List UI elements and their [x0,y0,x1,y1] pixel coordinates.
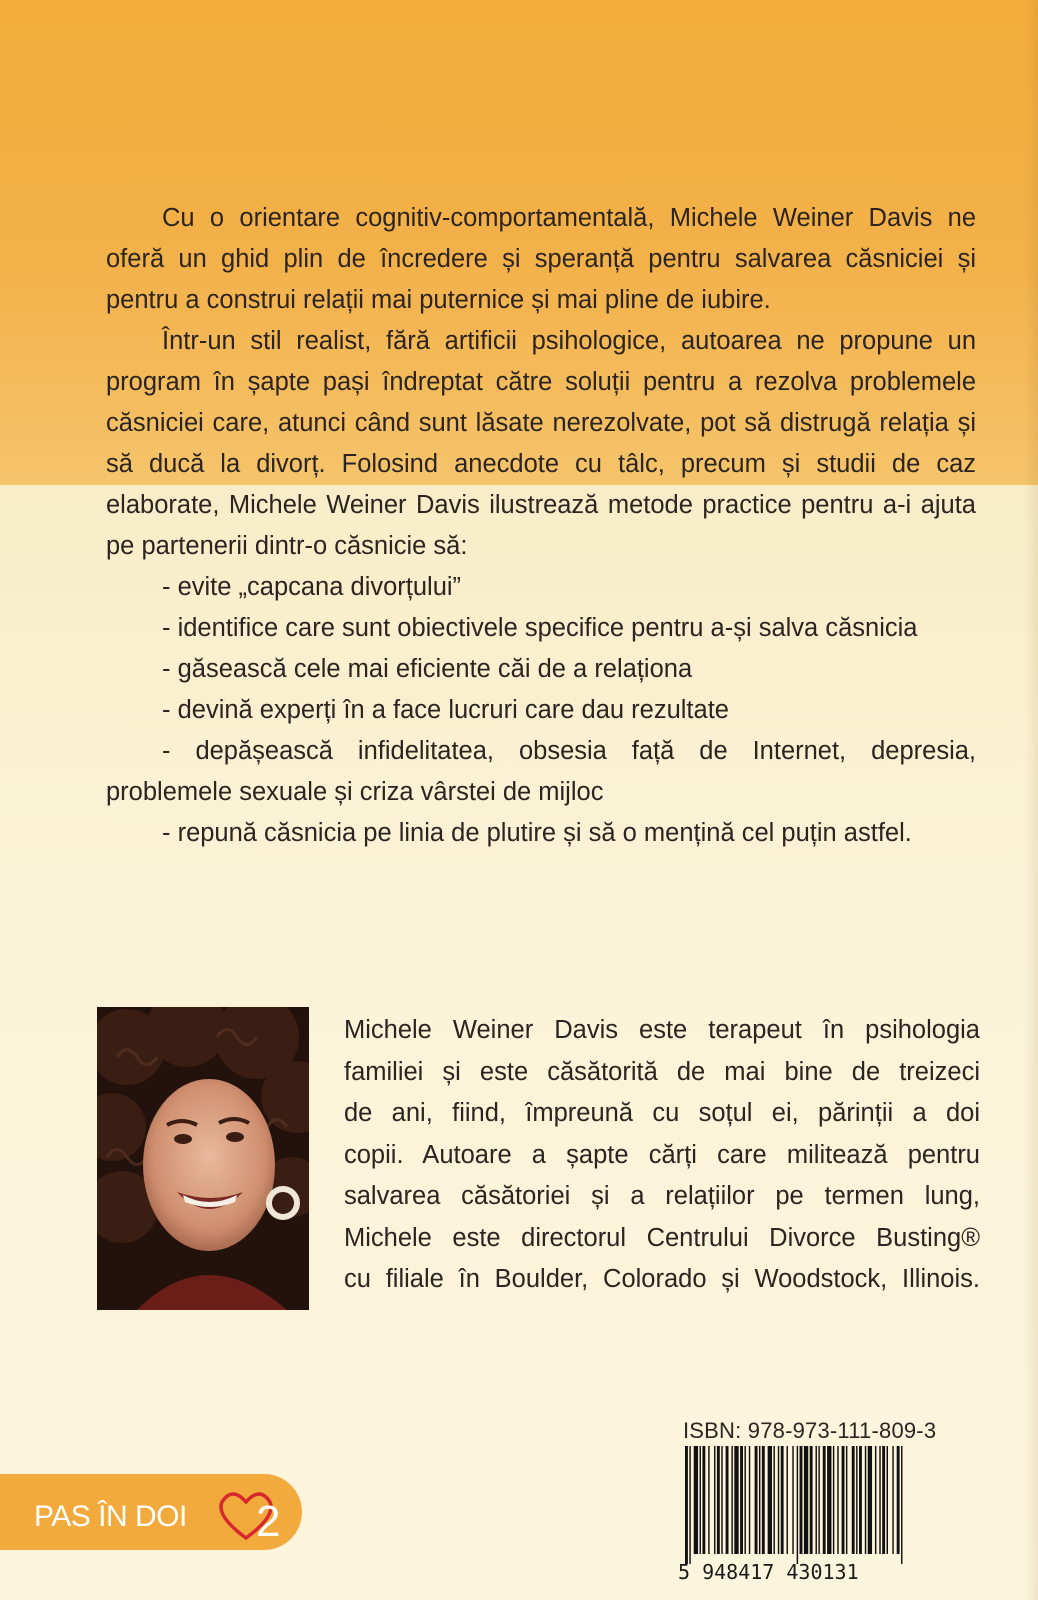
barcode-bar [717,1446,720,1554]
author-photo-illustration [97,1007,309,1310]
list-item: - identifice care sunt obiectivele specifice pentru a-și salva căsnicia [162,614,918,642]
list-item: - depășească infidelitatea, obsesia față de Internet, depresia, problemele sexuale și criza vârstei de mijloc [106,737,976,806]
barcode-bar [882,1446,885,1554]
barcode-bar [792,1446,793,1554]
barcode-bar [856,1446,857,1554]
barcode-bar [700,1446,701,1554]
barcode-bar [731,1446,732,1554]
barcode-bar [804,1446,808,1554]
barcode-bar [875,1446,876,1554]
barcode-bar [749,1446,750,1554]
list-item: - evite „capcana divorțului” [162,573,462,601]
barcode-bar [781,1446,784,1554]
barcode-bar [797,1446,798,1564]
blurb-paragraph-2: Într-un stil realist, fără artificii psihologice, autoarea ne propune un program în șapte pași îndreptat către soluții pentru a rezolva problemele căsniciei care, atunci când sunt lăsate nerezolvate, pot să distrugă relația și să ducă la divorț. Folosind anecdote cu tâlc, precum și studii de caz elaborate, Michele Weiner Davis ilustrează metode practice pentru a-i ajuta pe partenerii dintr-o căsnicie să: [106,327,976,560]
barcode-bar [740,1446,743,1554]
barcode-bar [846,1446,847,1554]
bio-line: copii. Autoare a șapte cărți care militează pentru [344,1140,980,1169]
barcode-bar [887,1446,888,1554]
barcode-bar [708,1446,709,1554]
list-item: - devină experți în a face lucruri care dau rezultate [162,696,729,724]
publisher-logo-text: PAS ÎN DOI [34,1500,187,1533]
barcode-bar [755,1446,758,1554]
isbn-label: ISBN: 978-973-111-809-3 [683,1418,937,1443]
bio-line: de ani, fiind, împreună cu soțul ei, părinții a doi [344,1099,980,1127]
barcode-bar [762,1446,765,1554]
barcode-bar [868,1446,872,1554]
barcode-bar [842,1446,845,1554]
barcode-digits: 5 948417 430131 [678,1560,859,1584]
list-item: - găsească cele mai eficiente căi de a relaționa [162,655,693,683]
barcode-bar [837,1446,838,1554]
barcode-bar [810,1446,813,1554]
barcode-bar [827,1446,831,1554]
barcode-bar [721,1446,722,1554]
barcode-bar [778,1446,779,1554]
list-item: - repună căsnicia pe linia de plutire și să o mențină cel puțin astfel. [162,819,912,847]
bio-line: salvarea căsătoriei și a relațiilor pe termen lung, [344,1182,980,1210]
bio-line: cu filiale în Boulder, Colorado și Woodstock, Illinois. [344,1265,980,1293]
barcode-bar [744,1446,745,1554]
barcode-bar [694,1446,698,1554]
barcode-bar [865,1446,866,1554]
barcode-bar [726,1446,729,1554]
barcode-bar [689,1446,690,1564]
barcode-bar [759,1446,760,1554]
author-bio [344,1010,980,1301]
barcode-bar [800,1446,803,1554]
bio-line: Michele Weiner Davis este terapeut în psihologia [344,1016,980,1044]
barcode-bar [685,1446,688,1564]
barcode-bar [901,1446,902,1564]
barcode-bar [879,1446,880,1554]
author-photo [97,1007,309,1310]
barcode-bar [833,1446,834,1554]
bio-line: Michele este directorul Centrului Divorce Busting® [344,1223,980,1252]
barcode-bar [734,1446,738,1554]
bio-line: familiei și este căsătorită de mai bine de treizeci [344,1057,980,1086]
barcode-bar [892,1446,893,1554]
barcode-bar [768,1446,772,1554]
barcode-bar [852,1446,855,1554]
blurb-paragraph-1: Cu o orientare cognitiv-comportamentală, Michele Weiner Davis ne oferă un ghid plin de încredere și speranță pentru salvarea căsniciei și pentru a construi relații mai puternice și mai pline de iubire. [106,204,976,314]
barcode-bar [897,1446,900,1554]
barcode [683,1446,971,1564]
publisher-heart-icon [214,1484,294,1544]
barcode-bar [816,1446,817,1554]
barcode-bar [714,1446,715,1554]
barcode-bar [818,1446,819,1554]
barcode-bar [823,1446,826,1554]
barcode-bar [702,1446,705,1554]
back-cover-blurb [106,198,976,854]
blurb-bullet-list [106,567,976,854]
barcode-bar [773,1446,774,1554]
barcode-bar [859,1446,862,1554]
publisher-logo-mark: 2 [256,1497,281,1544]
spine-shadow [1024,0,1038,1600]
barcode-bar [787,1446,788,1554]
